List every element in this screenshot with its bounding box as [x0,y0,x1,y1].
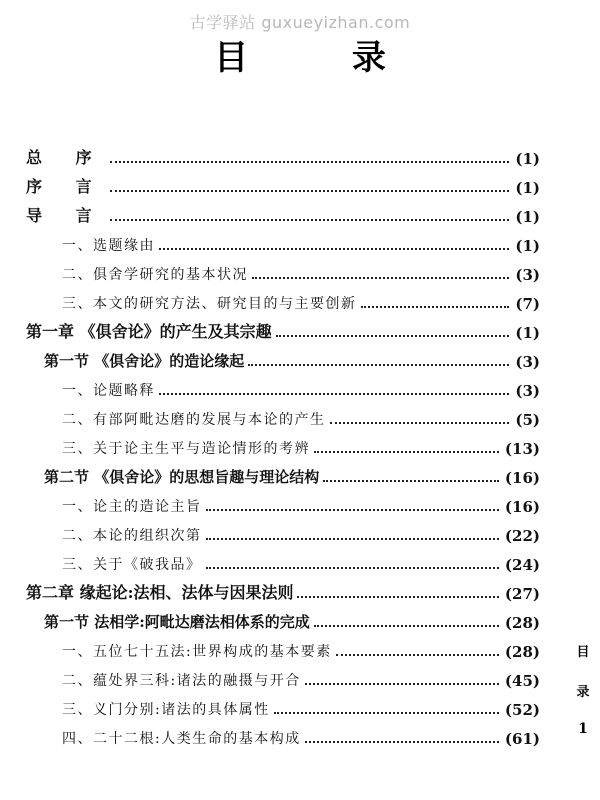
toc-entry-label: 二、有部阿毗达磨的发展与本论的产生 [62,412,326,428]
running-side-header [571,641,595,737]
toc-entry-label: 一、五位七十五法:世界构成的基本要素 [62,644,332,660]
dot-leader [159,248,509,250]
toc-entry[interactable] [26,148,540,168]
toc-entry-label: 总 序 [26,148,106,167]
page-title: 目 录 [214,38,432,78]
toc-entry[interactable] [26,641,540,661]
toc-entry-page: (16) [504,498,540,516]
watermark: 古学驿站 guxueyizhan.com [189,13,411,32]
toc-entry[interactable] [26,612,540,632]
toc-entry-label: 四、二十二根:人类生命的基本构成 [62,731,301,747]
toc-entry[interactable] [26,351,540,371]
toc-entry-page: (1) [515,324,540,342]
toc-entry-label: 二、蕴处界三科:诸法的融摄与开合 [62,673,301,689]
toc-entry[interactable] [26,699,540,719]
dot-leader [323,480,499,482]
toc-entry-page: (28) [504,643,540,661]
dot-leader [336,654,499,656]
toc-entry[interactable] [26,235,540,255]
dot-leader [297,596,498,598]
toc-entry-page: (3) [515,353,540,371]
toc-entry-page: (45) [504,672,540,690]
toc-entry[interactable] [26,496,540,516]
dot-leader [274,712,499,714]
dot-leader [110,219,510,221]
dot-leader [330,422,510,424]
toc-entry[interactable] [26,293,540,313]
toc-entry-page: (3) [515,266,540,284]
toc-entry[interactable] [26,206,540,226]
toc-entry-page: (27) [504,585,540,603]
toc-entry-label: 第二章 缘起论:法相、法体与因果法则 [26,583,294,602]
toc-entry-label: 一、论主的造论主旨 [62,499,202,515]
toc-entry-page: (1) [515,179,540,197]
dot-leader [305,683,499,685]
toc-entry-label: 三、义门分别:诸法的具体属性 [62,702,270,718]
dot-leader [110,161,510,163]
dot-leader [276,335,510,337]
toc-entry[interactable] [26,380,540,400]
toc-entry-page: (13) [504,440,540,458]
dot-leader [314,625,499,627]
toc-entry[interactable] [26,322,540,342]
toc-entry-page: (5) [515,411,540,429]
toc-entry-page: (24) [504,556,540,574]
dot-leader [206,538,499,540]
toc-entry-label: 一、论题略释 [62,383,155,399]
toc-entry-label: 第一章 《俱舍论》的产生及其宗趣 [26,322,272,341]
toc-entry[interactable] [26,438,540,458]
toc-entry[interactable] [26,554,540,574]
side-section-char: 目 [576,645,590,660]
dot-leader [361,306,510,308]
dot-leader [252,277,509,279]
side-page-number: 1 [578,721,588,737]
toc-entry[interactable] [26,525,540,545]
toc-entry-label: 第二节 《俱舍论》的思想旨趣与理论结构 [44,468,320,486]
table-of-contents [26,148,540,757]
toc-entry-label: 第一节 《俱舍论》的造论缘起 [44,352,245,370]
toc-entry-page: (22) [504,527,540,545]
toc-entry[interactable] [26,467,540,487]
toc-entry-page: (61) [504,730,540,748]
toc-entry-label: 二、本论的组织次第 [62,528,202,544]
dot-leader [248,364,509,366]
toc-entry-label: 三、本文的研究方法、研究目的与主要创新 [62,296,357,312]
toc-entry[interactable] [26,728,540,748]
toc-entry-page: (1) [515,150,540,168]
toc-entry-label: 第一节 法相学:阿毗达磨法相体系的完成 [44,613,310,631]
toc-entry-label: 导 言 [26,206,106,225]
toc-entry[interactable] [26,583,540,603]
toc-entry-label: 序 言 [26,177,106,196]
toc-entry[interactable] [26,177,540,197]
dot-leader [305,741,499,743]
dot-leader [206,509,499,511]
side-section-char-2: 录 [576,685,590,700]
dot-leader [159,393,509,395]
toc-entry-label: 一、选题缘由 [62,238,155,254]
toc-entry-label: 二、俱舍学研究的基本状况 [62,267,248,283]
toc-entry-page: (28) [504,614,540,632]
toc-entry-page: (16) [504,469,540,487]
dot-leader [110,190,510,192]
toc-entry-page: (1) [515,237,540,255]
toc-entry[interactable] [26,670,540,690]
toc-entry-page: (3) [515,382,540,400]
toc-entry-page: (1) [515,208,540,226]
toc-entry[interactable] [26,264,540,284]
toc-entry-page: (52) [504,701,540,719]
toc-entry-label: 三、关于《破我品》 [62,557,202,573]
toc-entry[interactable] [26,409,540,429]
dot-leader [314,451,499,453]
toc-entry-label: 三、关于论主生平与造论情形的考辨 [62,441,310,457]
dot-leader [206,567,499,569]
toc-entry-page: (7) [515,295,540,313]
